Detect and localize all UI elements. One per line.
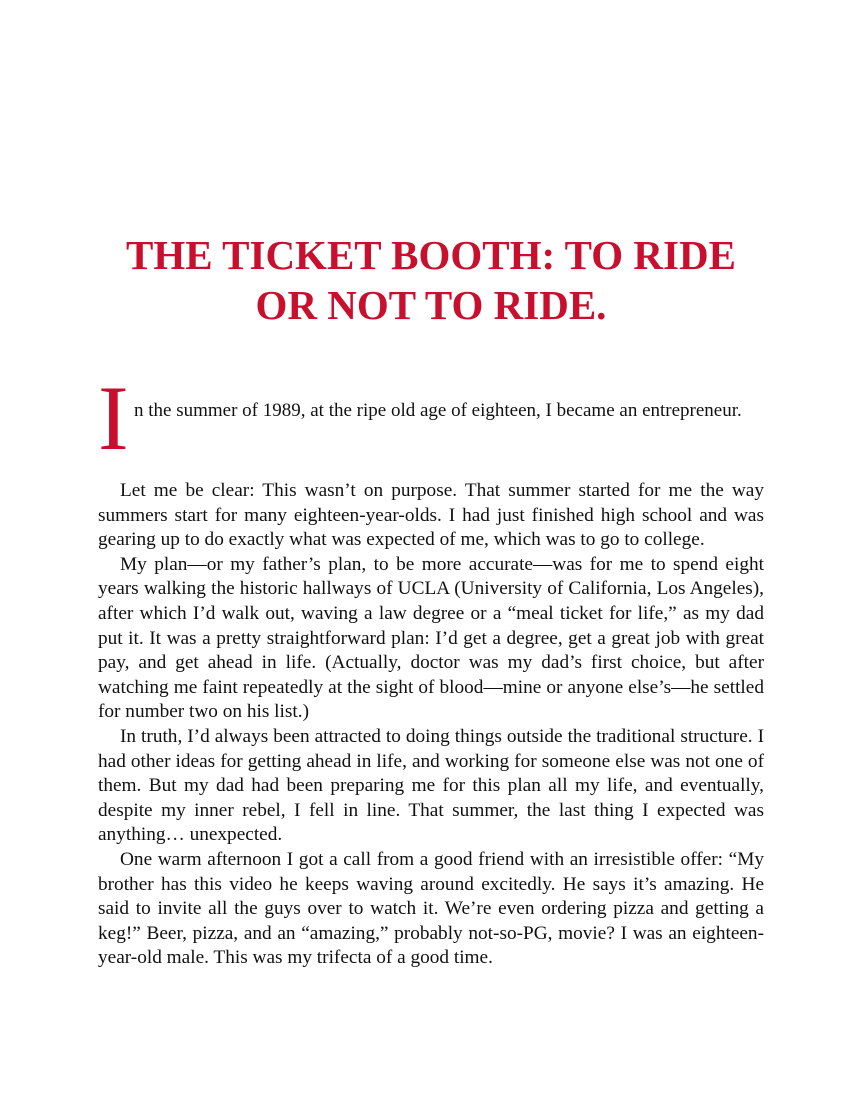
paragraph: One warm afternoon I got a call from a good friend with an irresistible offer: “My brother has this video he keeps waving around excitedly. He says it’s amazing. He said to invite all the guys over to watch it. We’re even ordering pizza and getting a keg!” Beer, pizza, and an “amazing,” probably not-so-PG, movie? I was an eighteen-year-old male. This was my trifecta of a good time. <box>98 848 764 969</box>
chapter-title-line-2: OR NOT TO RIDE. <box>255 282 607 328</box>
body-text <box>98 479 764 971</box>
chapter-title-line-1: THE TICKET BOOTH: TO RIDE <box>126 232 736 278</box>
opening-paragraph <box>98 367 764 469</box>
paragraph: In truth, I’d always been attracted to doing things outside the traditional structure. I had other ideas for getting ahead in life, and working for someone else was not one of them. But my dad had been preparing me for this plan all my life, and eventually, despite my inner rebel, I fell in line. That summer, the last thing I expected was anything… unexpected. <box>98 725 764 846</box>
opening-text: n the summer of 1989, at the ripe old age of eighteen, I became an entrepreneur. <box>134 400 742 421</box>
paragraph: Let me be clear: This wasn’t on purpose. That summer started for me the way summers start for many eighteen-year-olds. I had just finished high school and was gearing up to do exactly what was expected of me, which was to go to college. <box>98 480 764 551</box>
chapter-title <box>98 230 764 330</box>
drop-cap: I <box>98 367 129 469</box>
paragraph: My plan—or my father’s plan, to be more accurate—was for me to spend eight years walking the historic hallways of UCLA (University of California, Los Angeles), after which I’d walk out, waving a law degree or a “meal ticket for life,” as my dad put it. It was a pretty straightforward plan: I’d get a degree, get a great job with great pay, and get ahead in life. (Actually, doctor was my dad’s first choice, but after watching me faint repeatedly at the sight of blood—mine or anyone else’s—he settled for number two on his list.) <box>98 553 764 723</box>
